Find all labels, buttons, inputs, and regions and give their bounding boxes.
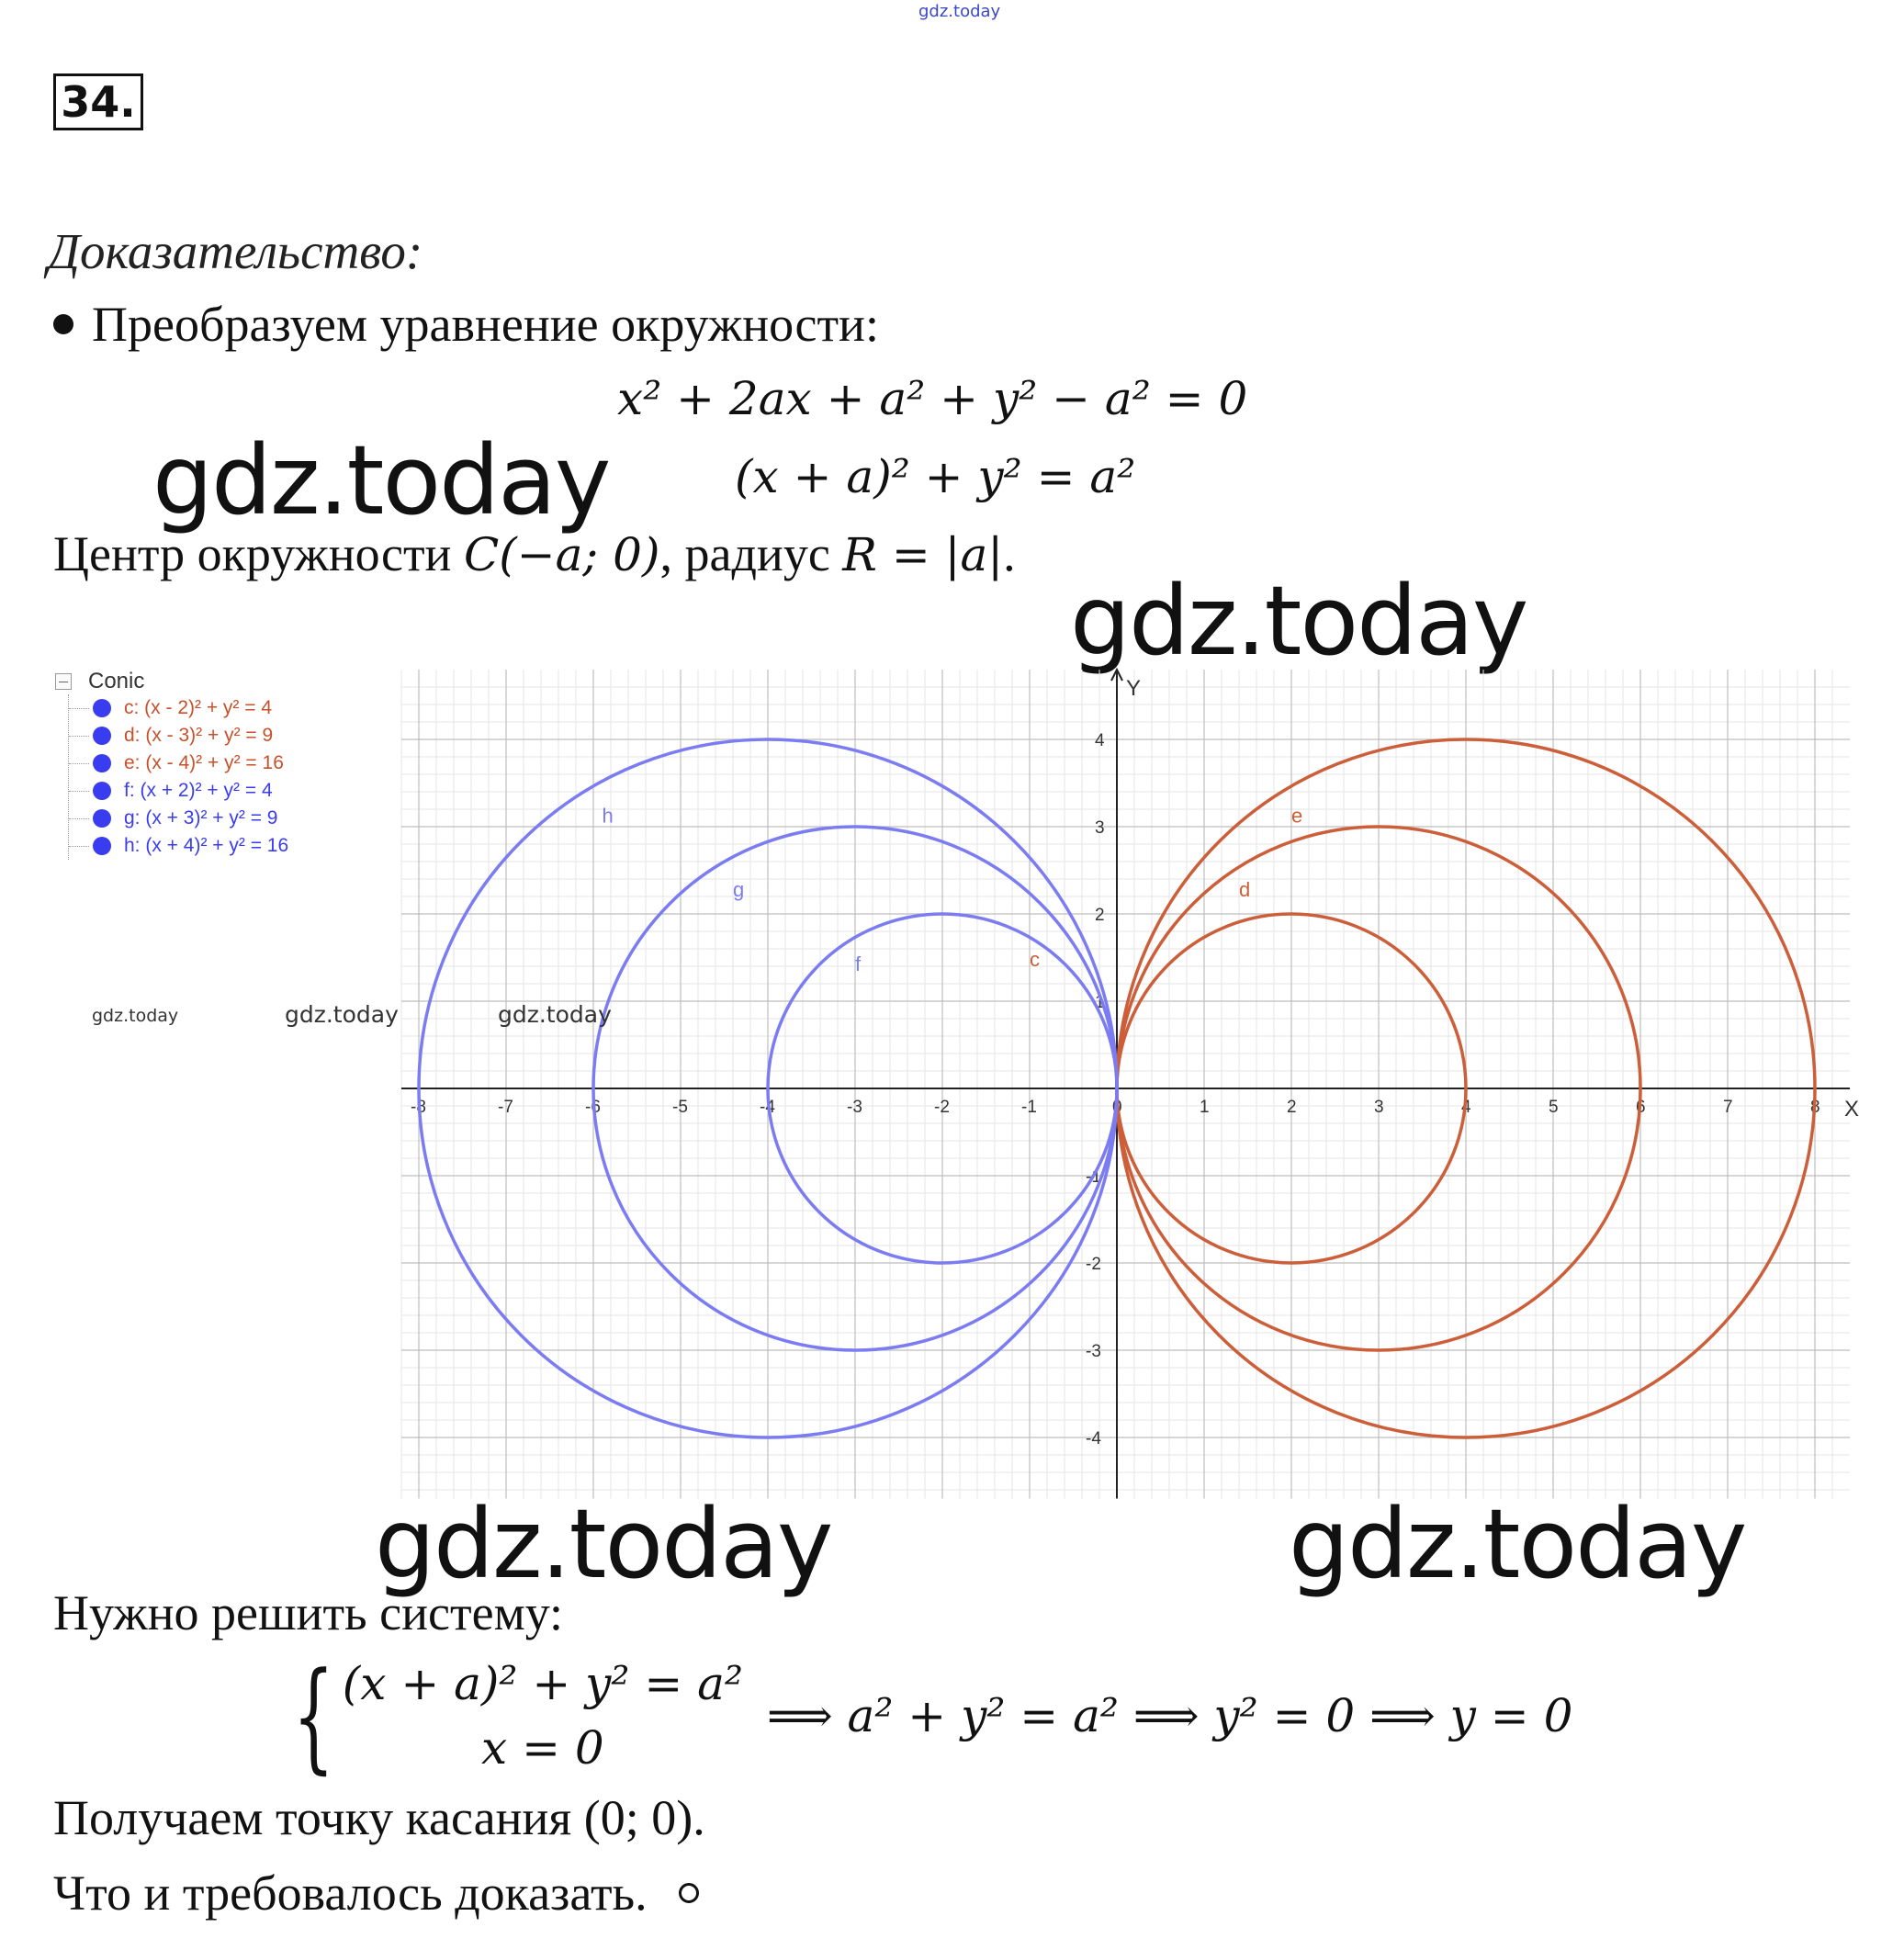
x-tick-label: 0 bbox=[1112, 1098, 1122, 1117]
legend-list bbox=[68, 694, 288, 860]
x-tick-label: 1 bbox=[1200, 1098, 1210, 1117]
circle-label-c: c bbox=[1030, 948, 1040, 971]
visibility-dot-icon[interactable] bbox=[93, 727, 111, 745]
legend-item-f[interactable] bbox=[69, 777, 288, 805]
visibility-dot-icon[interactable] bbox=[93, 699, 111, 717]
x-tick-label: -2 bbox=[934, 1098, 950, 1117]
coordinate-graph[interactable] bbox=[400, 671, 1860, 1493]
center-suffix: . bbox=[1003, 526, 1016, 581]
equation-canonical: (x + a)² + y² = a² bbox=[735, 450, 1136, 503]
system-eq-2: x = 0 bbox=[481, 1721, 604, 1775]
legend-item-e[interactable] bbox=[69, 750, 288, 777]
qed-circle-icon bbox=[679, 1883, 699, 1903]
x-tick-label: -5 bbox=[672, 1098, 688, 1117]
circle-label-d: d bbox=[1239, 878, 1251, 901]
legend-title: Conic bbox=[88, 669, 145, 693]
x-tick-label: 4 bbox=[1461, 1098, 1471, 1117]
system-eq-1: (x + a)² + y² = a² bbox=[342, 1657, 743, 1710]
legend-item-g[interactable] bbox=[69, 805, 288, 832]
step-1-text: Преобразуем уравнение окружности: bbox=[92, 297, 879, 352]
x-axis-label: X bbox=[1844, 1097, 1860, 1122]
circle-label-h: h bbox=[602, 804, 614, 828]
qed-line bbox=[53, 1865, 699, 1922]
watermark: gdz.today bbox=[1070, 565, 1527, 677]
site-tag: gdz.today bbox=[918, 2, 1001, 21]
legend-item-h[interactable] bbox=[69, 832, 288, 860]
y-tick-label: 3 bbox=[1095, 818, 1105, 838]
legend-item-d[interactable] bbox=[69, 722, 288, 750]
system-lines bbox=[343, 1651, 743, 1780]
y-tick-label: 1 bbox=[1095, 993, 1105, 1012]
y-tick-label: 4 bbox=[1095, 731, 1105, 750]
watermark-small: gdz.today bbox=[285, 1001, 399, 1028]
y-tick-label: -1 bbox=[1086, 1167, 1101, 1187]
problem-number-box bbox=[53, 73, 143, 130]
watermark: gdz.today bbox=[152, 424, 610, 536]
equation-system bbox=[276, 1646, 1573, 1786]
legend-label: f: (x + 2)² + y² = 4 bbox=[124, 780, 273, 801]
watermark-small: gdz.today bbox=[92, 1006, 179, 1026]
circle-label-g: g bbox=[733, 878, 745, 901]
visibility-dot-icon[interactable] bbox=[93, 837, 111, 855]
x-tick-label: 8 bbox=[1810, 1098, 1820, 1117]
visibility-dot-icon[interactable] bbox=[93, 782, 111, 800]
circle-label-f: f bbox=[855, 952, 862, 975]
legend-label: d: (x - 3)² + y² = 9 bbox=[124, 725, 274, 746]
center-math: C(−a; 0) bbox=[463, 528, 660, 581]
center-mid: , радиус bbox=[659, 526, 843, 581]
y-axis-label: Y bbox=[1126, 676, 1142, 701]
legend-item-c[interactable] bbox=[69, 694, 288, 722]
x-tick-label: 2 bbox=[1287, 1098, 1297, 1117]
x-tick-label: 7 bbox=[1723, 1098, 1733, 1117]
legend-label: h: (x + 4)² + y² = 16 bbox=[124, 835, 289, 856]
system-result: ⟹ a² + y² = a² ⟹ y² = 0 ⟹ y = 0 bbox=[766, 1689, 1573, 1742]
legend-label: e: (x - 4)² + y² = 16 bbox=[124, 752, 284, 773]
system-brace: { bbox=[292, 1646, 335, 1786]
circle-label-e: e bbox=[1291, 804, 1303, 828]
legend-label: g: (x + 3)² + y² = 9 bbox=[124, 807, 278, 828]
x-tick-label: 3 bbox=[1374, 1098, 1384, 1117]
y-tick-label: -2 bbox=[1086, 1255, 1101, 1274]
visibility-dot-icon[interactable] bbox=[93, 754, 111, 772]
radius-math: R = |a| bbox=[842, 528, 1004, 581]
bullet-icon bbox=[53, 314, 73, 334]
watermark: gdz.today bbox=[1289, 1488, 1746, 1600]
collapse-icon[interactable] bbox=[55, 673, 72, 690]
solve-heading: Нужно решить систему: bbox=[53, 1585, 564, 1640]
x-tick-label: -6 bbox=[585, 1098, 601, 1117]
x-tick-label: -3 bbox=[847, 1098, 862, 1117]
x-tick-label: -4 bbox=[760, 1098, 775, 1117]
x-tick-label: -8 bbox=[411, 1098, 426, 1117]
proof-heading: Доказательство: bbox=[48, 223, 423, 279]
watermark: gdz.today bbox=[375, 1488, 832, 1600]
equation-expanded: x² + 2ax + a² + y² − a² = 0 bbox=[617, 372, 1248, 425]
y-tick-label: -3 bbox=[1086, 1342, 1101, 1361]
visibility-dot-icon[interactable] bbox=[93, 809, 111, 828]
x-tick-label: -7 bbox=[498, 1098, 513, 1117]
problem-number: 34. bbox=[61, 77, 136, 127]
legend-label: c: (x - 2)² + y² = 4 bbox=[124, 697, 273, 718]
x-tick-label: 6 bbox=[1636, 1098, 1646, 1117]
tangent-point-line: Получаем точку касания (0; 0). bbox=[53, 1790, 705, 1845]
center-prefix: Центр окружности bbox=[53, 526, 464, 581]
watermark-small: gdz.today bbox=[498, 1001, 612, 1028]
qed-text: Что и требовалось доказать. bbox=[53, 1865, 648, 1921]
step-1 bbox=[53, 296, 879, 353]
x-tick-label: 5 bbox=[1549, 1098, 1559, 1117]
y-tick-label: 2 bbox=[1095, 906, 1105, 925]
y-tick-label: -4 bbox=[1086, 1429, 1101, 1448]
legend-header[interactable] bbox=[55, 669, 288, 694]
conic-legend bbox=[55, 669, 288, 860]
x-tick-label: -1 bbox=[1021, 1098, 1037, 1117]
